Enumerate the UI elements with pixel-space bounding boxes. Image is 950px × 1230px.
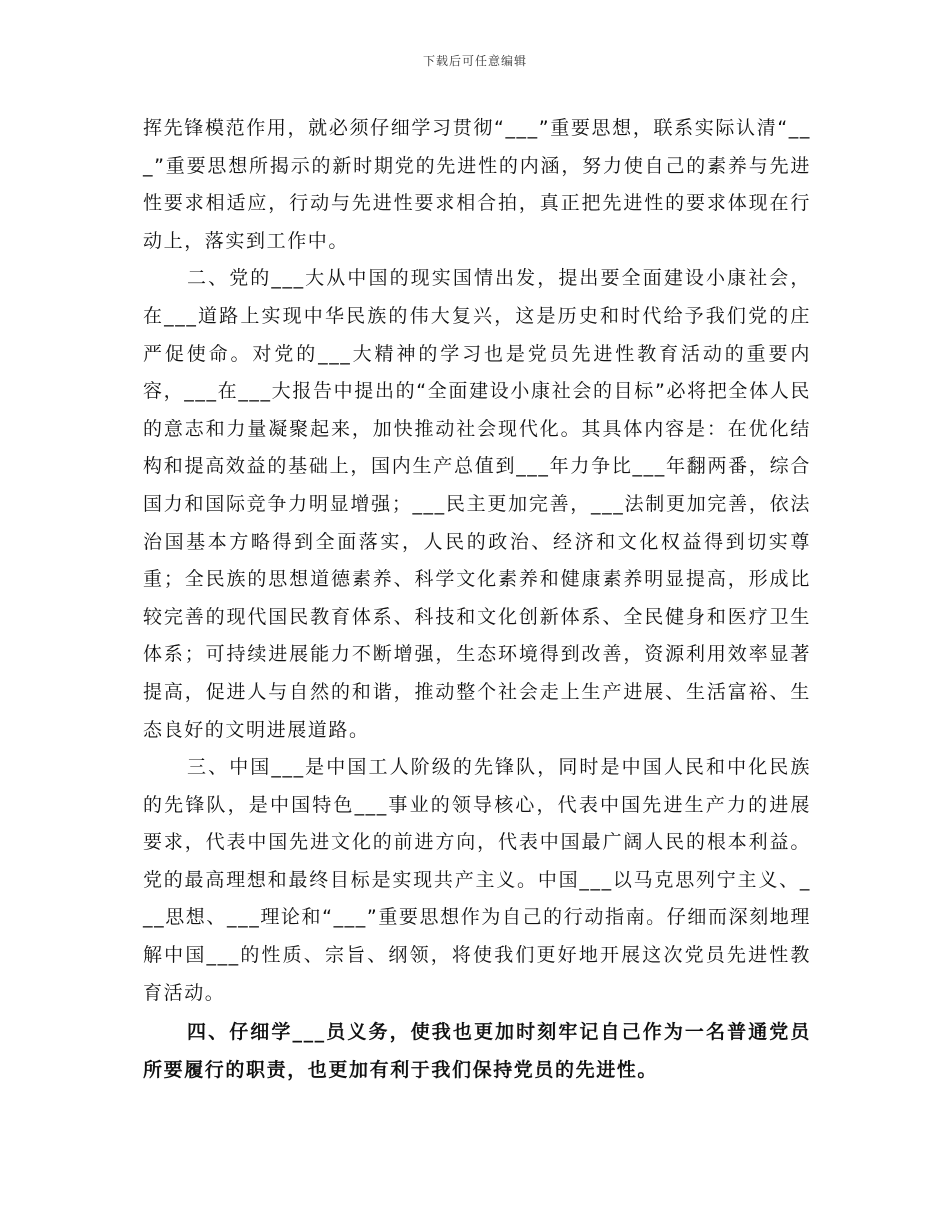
paragraph-section-two: 二、党的___大从中国的现实国情出发，提出要全面建设小康社会，在___道路上实现中华民族的伟大复兴，这是历史和时代给予我们党的庄严促使命。对党的___大精神的学习也是党员先进性教育活动的重要内容，___在___大报告中提出的“全面建设小康社会的目标”必将把全体人民的意志和力量凝聚起来，加快推动社会现代化。其具体内容是：在优化结构和提高效益的基础上，国内生产总值到___年力争比___年翻两番，综合国力和国际竞争力明显增强；___民主更加完善，___法制更加完善，依法治国基本方略得到全面落实，人民的政治、经济和文化权益得到切实尊重；全民族的思想道德素养、科学文化素养和健康素养明显提高，形成比较完善的现代国民教育体系、科技和文化创新体系、全民健身和医疗卫生体系；可持续进展能力不断增强，生态环境得到改善，资源利用效率显著提高，促进人与自然的和谐，推动整个社会走上生产进展、生活富裕、生态良好的文明进展道路。 — [143, 267, 811, 741]
paragraph-section-four: 四、仔细学___员义务，使我也更加时刻牢记自己作为一名普通党员所要履行的职责，也更加有利于我们保持党员的先进性。 — [143, 1021, 811, 1081]
page-header-note: 下载后可任意编辑 — [422, 54, 527, 68]
document-body — [143, 110, 811, 1089]
paragraph-continuation: 挥先锋模范作用，就必须仔细学习贯彻“___”重要思想，联系实际认清“___”重要思想所揭示的新时期党的先进性的内涵，努力使自己的素养与先进性要求相适应，行动与先进性要求相合拍，真正把先进性的要求体现在行动上，落实到工作中。 — [143, 117, 811, 252]
paragraph-section-three: 三、中国___是中国工人阶级的先锋队，同时是中国人民和中化民族的先锋队，是中国特色___事业的领导核心，代表中国先进生产力的进展要求，代表中国先进文化的前进方向，代表中国最广阔人民的根本利益。党的最高理想和最终目标是实现共产主义。中国___以马克思列宁主义、___思想、___理论和“___”重要思想作为自己的行动指南。仔细而深刻地理解中国___的性质、宗旨、纲领，将使我们更好地开展这次党员先进性教育活动。 — [143, 756, 811, 1004]
